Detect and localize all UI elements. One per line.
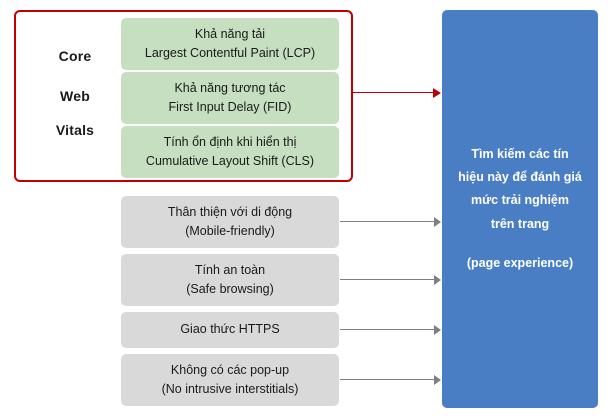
- core-web-vitals-label-line-1: Core: [58, 48, 92, 64]
- metric-box-lcp-title: Khả năng tải: [194, 26, 266, 41]
- metric-box-fid: [121, 72, 339, 124]
- signal-box-no-interstitials-subtitle: (No intrusive interstitials): [161, 382, 299, 396]
- signal-box-mobile-friendly: [121, 196, 339, 248]
- outcome-line-3: mức trải nghiệm: [471, 193, 569, 208]
- signal-box-mobile-friendly-subtitle: (Mobile-friendly): [185, 224, 275, 238]
- signal-box-no-interstitials: [121, 354, 339, 406]
- arrow-head-icon: [434, 325, 441, 335]
- metric-box-fid-title: Khả năng tương tác: [174, 80, 286, 95]
- signal-box-https: [121, 312, 339, 348]
- arrow-mobile-friendly-to-outcome: [340, 217, 441, 227]
- arrow-head-icon: [433, 88, 441, 98]
- arrow-head-icon: [434, 217, 441, 227]
- signal-box-no-interstitials-title: Không có các pop-up: [170, 362, 290, 377]
- core-web-vitals-label-line-2: Web: [60, 88, 90, 104]
- metric-box-cls: [121, 126, 339, 178]
- signal-box-https-title: Giao thức HTTPS: [180, 322, 280, 337]
- arrow-line: [340, 221, 434, 222]
- outcome-line-2: hiệu này để đánh giá: [458, 170, 582, 185]
- outcome-panel: [442, 10, 598, 408]
- arrow-safe-browsing-to-outcome: [340, 275, 441, 285]
- arrow-head-icon: [434, 275, 441, 285]
- signal-box-safe-browsing: [121, 254, 339, 306]
- arrow-no-interstitials-to-outcome: [340, 375, 441, 385]
- arrow-https-to-outcome: [340, 325, 441, 335]
- metric-box-lcp-subtitle: Largest Contentful Paint (LCP): [144, 46, 316, 60]
- core-web-vitals-label-line-3: Vitals: [55, 122, 95, 138]
- arrow-core-web-vitals-to-outcome: [353, 88, 441, 98]
- outcome-line-1: Tìm kiếm các tín: [471, 147, 569, 162]
- arrow-line: [340, 379, 434, 380]
- outcome-line-4: trên trang: [490, 216, 550, 231]
- signal-box-safe-browsing-subtitle: (Safe browsing): [186, 282, 274, 296]
- metric-box-lcp: [121, 18, 339, 70]
- arrow-line: [340, 279, 434, 280]
- signal-box-safe-browsing-title: Tính an toàn: [194, 262, 266, 277]
- outcome-note: (page experience): [466, 255, 574, 270]
- metric-box-fid-subtitle: First Input Delay (FID): [168, 100, 292, 114]
- arrow-line: [340, 329, 434, 330]
- arrow-line: [353, 92, 433, 93]
- metric-box-cls-subtitle: Cumulative Layout Shift (CLS): [145, 154, 315, 168]
- arrow-head-icon: [434, 375, 441, 385]
- signal-box-mobile-friendly-title: Thân thiện với di động: [167, 204, 293, 219]
- metric-box-cls-title: Tính ổn định khi hiển thị: [163, 134, 297, 149]
